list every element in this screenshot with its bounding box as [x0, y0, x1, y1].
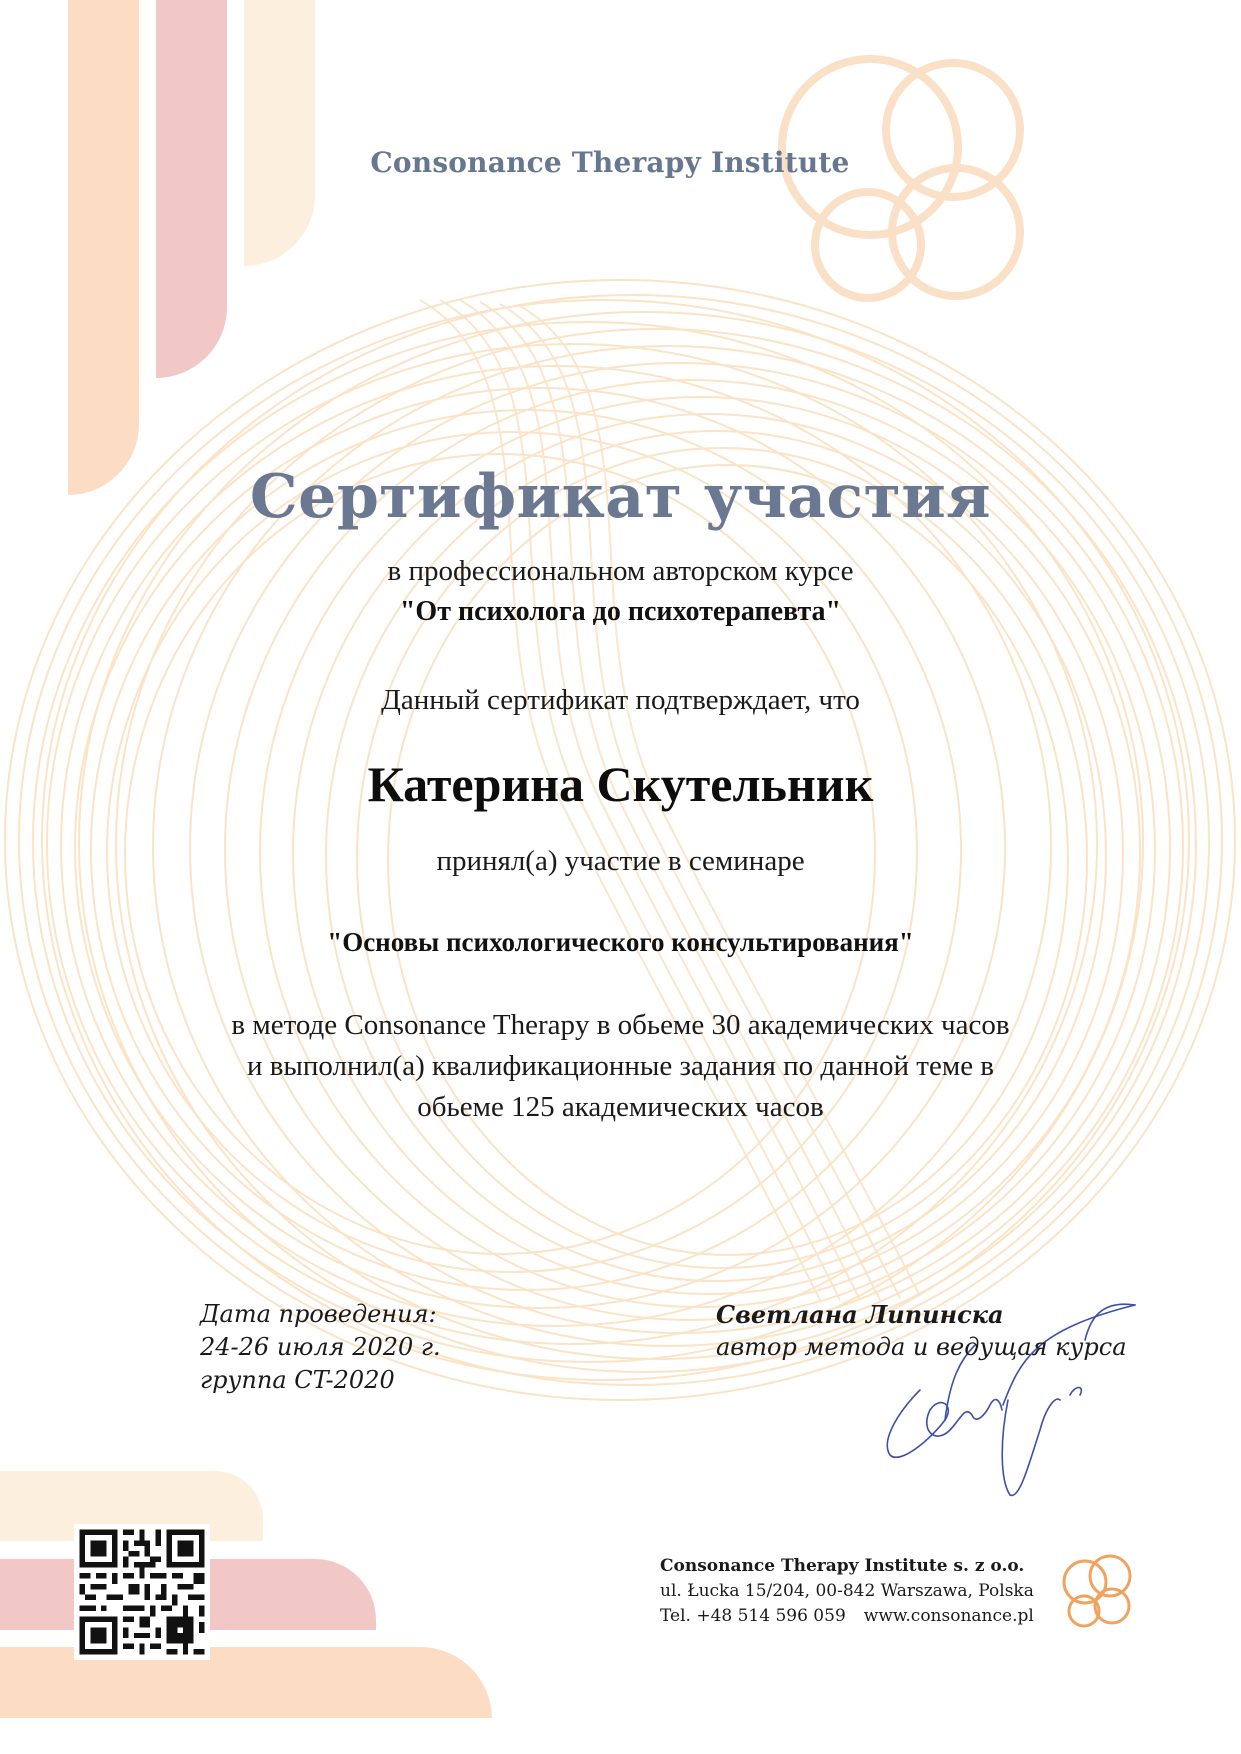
certificate-title: Сертификат участия — [249, 462, 992, 532]
company-name: Consonance Therapy Institute s. z o.o. — [660, 1556, 1025, 1576]
course-details — [0, 1005, 1241, 1128]
signatory-name: Светлана Липинска — [716, 1300, 1004, 1329]
details-line: обьеме 125 академических часов — [417, 1091, 824, 1123]
footer-contact — [660, 1554, 1034, 1629]
participated-text: принял(а) участие в семинаре — [436, 845, 805, 877]
signatory-info — [716, 1298, 1127, 1364]
date-label: Дата проведения: — [200, 1300, 437, 1328]
course-intro: в профессиональном авторском курсе — [387, 555, 854, 587]
phone-number: Tel. +48 514 596 059 — [660, 1606, 846, 1626]
qr-code — [74, 1524, 210, 1660]
details-line: и выполнил(а) квалификационные задания по данной теме в — [246, 1050, 995, 1082]
decor-bar-peach — [68, 0, 139, 495]
recipient-name: Катерина Скутельник — [367, 756, 874, 812]
website-link[interactable]: www.consonance.pl — [863, 1606, 1034, 1626]
event-info — [200, 1298, 441, 1397]
rings-logo-small — [1064, 1556, 1130, 1626]
contact-line — [660, 1604, 1034, 1629]
decor-bar-cream — [244, 0, 315, 266]
group-label: группа CT-2020 — [200, 1366, 395, 1394]
company-address: ul. Łucka 15/204, 00-842 Warszawa, Polska — [660, 1581, 1034, 1601]
confirm-text: Данный сертификат подтверждает, что — [381, 684, 860, 716]
institute-name: Consonance Therapy Institute — [370, 146, 850, 179]
decor-bar-pink — [156, 0, 227, 378]
details-line: в методе Consonance Therapy в обьеме 30 академических часов — [231, 1009, 1010, 1041]
signatory-role: автор метода и ведущая курса — [716, 1333, 1127, 1361]
course-name: "От психолога до психотерапевта" — [399, 596, 842, 627]
seminar-name: "Основы психологического консультирования" — [327, 927, 914, 957]
date-value: 24-26 июля 2020 г. — [200, 1333, 441, 1361]
